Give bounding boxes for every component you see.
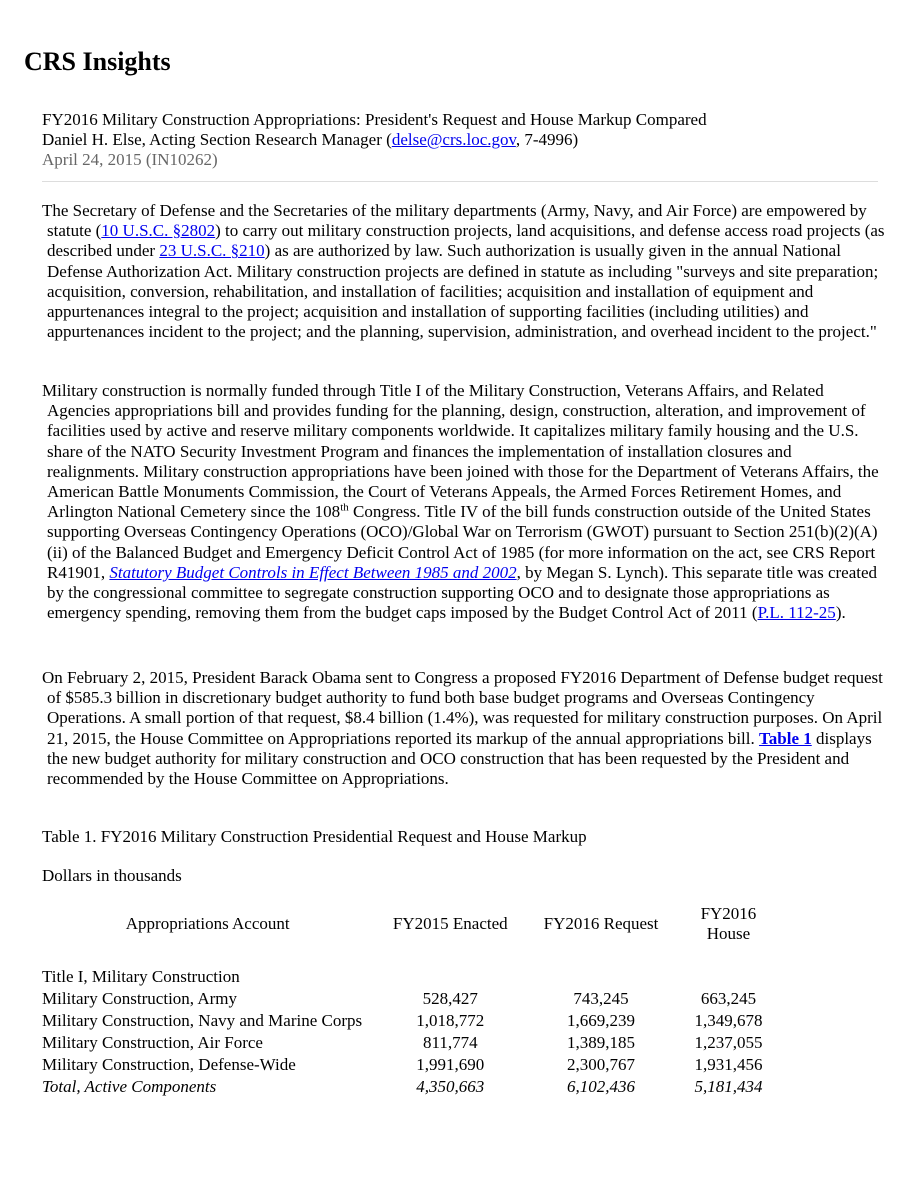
row-fy2016-house: 1,237,055	[694, 1033, 763, 1052]
row-fy2016-request: 743,245	[573, 989, 629, 1008]
paragraph-1	[42, 201, 887, 342]
paragraph-1-text-b: ) to carry out military construction projects, land acquisitions, and defense access road projects (as described under	[47, 221, 885, 261]
header-fy2015-enacted: FY2015 Enacted	[392, 914, 508, 933]
usc-210-link[interactable]: 23 U.S.C. §210	[159, 241, 265, 261]
header-divider	[42, 181, 878, 182]
table-row	[40, 988, 780, 1010]
header-fy2016-house: FY2016 House	[700, 904, 757, 943]
table-row	[40, 1032, 780, 1054]
paragraph-1-text-a: The Secretary of Defense and the Secretaries of the military departments (Army, Navy, and Air Force) are empowered by statute (	[42, 201, 867, 241]
row-account: Military Construction, Navy and Marine Corps	[42, 1011, 363, 1030]
paragraph-2-text-c: , by Megan S. Lynch). This separate title was created by the congressional committee to segregate construction supporting OCO and to designate those appropriations as emergency spending, removing them from the budget caps imposed by the Budget Control Act of 2011 (	[47, 562, 878, 623]
row-fy2015: 4,350,663	[416, 1077, 485, 1096]
author-phone: , 7-4996)	[515, 130, 579, 149]
ordinal-superscript: th	[340, 501, 349, 514]
row-fy2016-request: 1,669,239	[567, 1011, 636, 1030]
paragraph-3-text-b: displays the new budget authority for military construction and OCO construction that has been requested by the President and recommended by the House Committee on Appropriations.	[47, 728, 872, 789]
header-account: Appropriations Account	[125, 914, 290, 933]
appropriations-table	[40, 904, 780, 1098]
paragraph-2-text-b: Congress. Title IV of the bill funds construction outside of the United States supporting Overseas Contingency Operations (OCO)/Global War on Terrorism (GWOT) pursuant to Section 251(b)(2)(A)(ii) of the Balanced Budget and Emergency Deficit Control Act of 1985 (for more information on the act, see CRS Report R41901,	[47, 502, 878, 582]
paragraph-3	[42, 668, 887, 789]
row-fy2016-house: 1,931,456	[694, 1055, 763, 1074]
row-fy2016-request: 1,389,185	[567, 1033, 636, 1052]
header-fy2016-request: FY2016 Request	[543, 914, 659, 933]
crs-report-link[interactable]: Statutory Budget Controls in Effect Between 1985 and 2002	[109, 562, 517, 582]
row-account: Military Construction, Defense-Wide	[42, 1055, 296, 1074]
row-fy2016-house: 663,245	[700, 989, 757, 1008]
row-account: Military Construction, Air Force	[42, 1033, 263, 1052]
table-1-link[interactable]: Table 1	[758, 728, 812, 748]
table-total-row	[40, 1076, 780, 1098]
row-fy2016-house: 5,181,434	[694, 1077, 763, 1096]
report-date: April 24, 2015 (IN10262)	[42, 150, 218, 169]
paragraph-3-text-a: On February 2, 2015, President Barack Obama sent to Congress a proposed FY2016 Department of Defense budget request of $585.3 billion in discretionary budget authority to fund both base budget programs and Overseas Contingency Operations. A small portion of that request, $8.4 billion (1.4%), was requested for military construction purposes. On April 21, 2015, the House Committee on Appropriations reported its markup of the annual appropriations bill.	[42, 668, 883, 748]
page-title: CRS Insights	[24, 47, 171, 76]
row-fy2016-request: 2,300,767	[567, 1055, 636, 1074]
table-row	[40, 1010, 780, 1032]
row-fy2016-request: 6,102,436	[567, 1077, 636, 1096]
paragraph-2	[42, 381, 887, 623]
row-fy2015: 528,427	[422, 989, 478, 1008]
row-fy2016-house: 1,349,678	[694, 1011, 763, 1030]
author-name: Daniel H. Else, Acting Section Research Manager (	[42, 130, 392, 149]
report-title: FY2016 Military Construction Appropriations: President's Request and House Markup Compared	[42, 110, 707, 129]
usc-2802-link[interactable]: 10 U.S.C. §2802	[101, 221, 216, 241]
table-row	[40, 1054, 780, 1076]
table-section-row	[40, 966, 780, 988]
section-title: Title I, Military Construction	[42, 967, 240, 986]
row-fy2015: 1,991,690	[416, 1055, 485, 1074]
row-account: Military Construction, Army	[42, 989, 238, 1008]
paragraph-2-text-d: ).	[835, 603, 846, 623]
table-caption: Table 1. FY2016 Military Construction Presidential Request and House Markup	[42, 827, 587, 846]
table-header-row	[40, 904, 780, 966]
public-law-link[interactable]: P.L. 112-25	[757, 603, 836, 623]
report-header	[42, 110, 878, 170]
author-email-link[interactable]: delse@crs.loc.gov	[391, 130, 516, 149]
row-account: Total, Active Components	[42, 1077, 217, 1096]
table-units: Dollars in thousands	[42, 866, 182, 885]
row-fy2015: 1,018,772	[416, 1011, 485, 1030]
author-line	[42, 130, 878, 150]
paragraph-2-text-a: Military construction is normally funded through Title I of the Military Construction, Veterans Affairs, and Related Agencies appropriations bill and provides funding for the planning, design, construction, alteration, and improvement of facilities used by active and reserve military components worldwide. It capitalizes military family housing and the U.S. share of the NATO Security Investment Program and finances the implementation of installation closures and realignments. Military construction appropriations have been joined with those for the Department of Veterans Affairs, the American Battle Monuments Commission, the Court of Veterans Appeals, the Armed Forces Retirement Homes, and Arlington National Cemetery since the 108	[42, 381, 879, 522]
row-fy2015: 811,774	[422, 1033, 478, 1052]
paragraph-1-text-c: ) as are authorized by law. Such authorization is usually given in the annual National Defense Authorization Act. Military construction projects are defined in statute as including "surveys and site preparation; acquisition, conversion, rehabilitation, and installation of facilities; acquisition and installation of equipment and appurtenances integral to the project; acquisition and installation of supporting facilities (including utilities) and appurtenances incident to the project; and the planning, supervision, administration, and overhead incident to the project."	[47, 241, 879, 342]
